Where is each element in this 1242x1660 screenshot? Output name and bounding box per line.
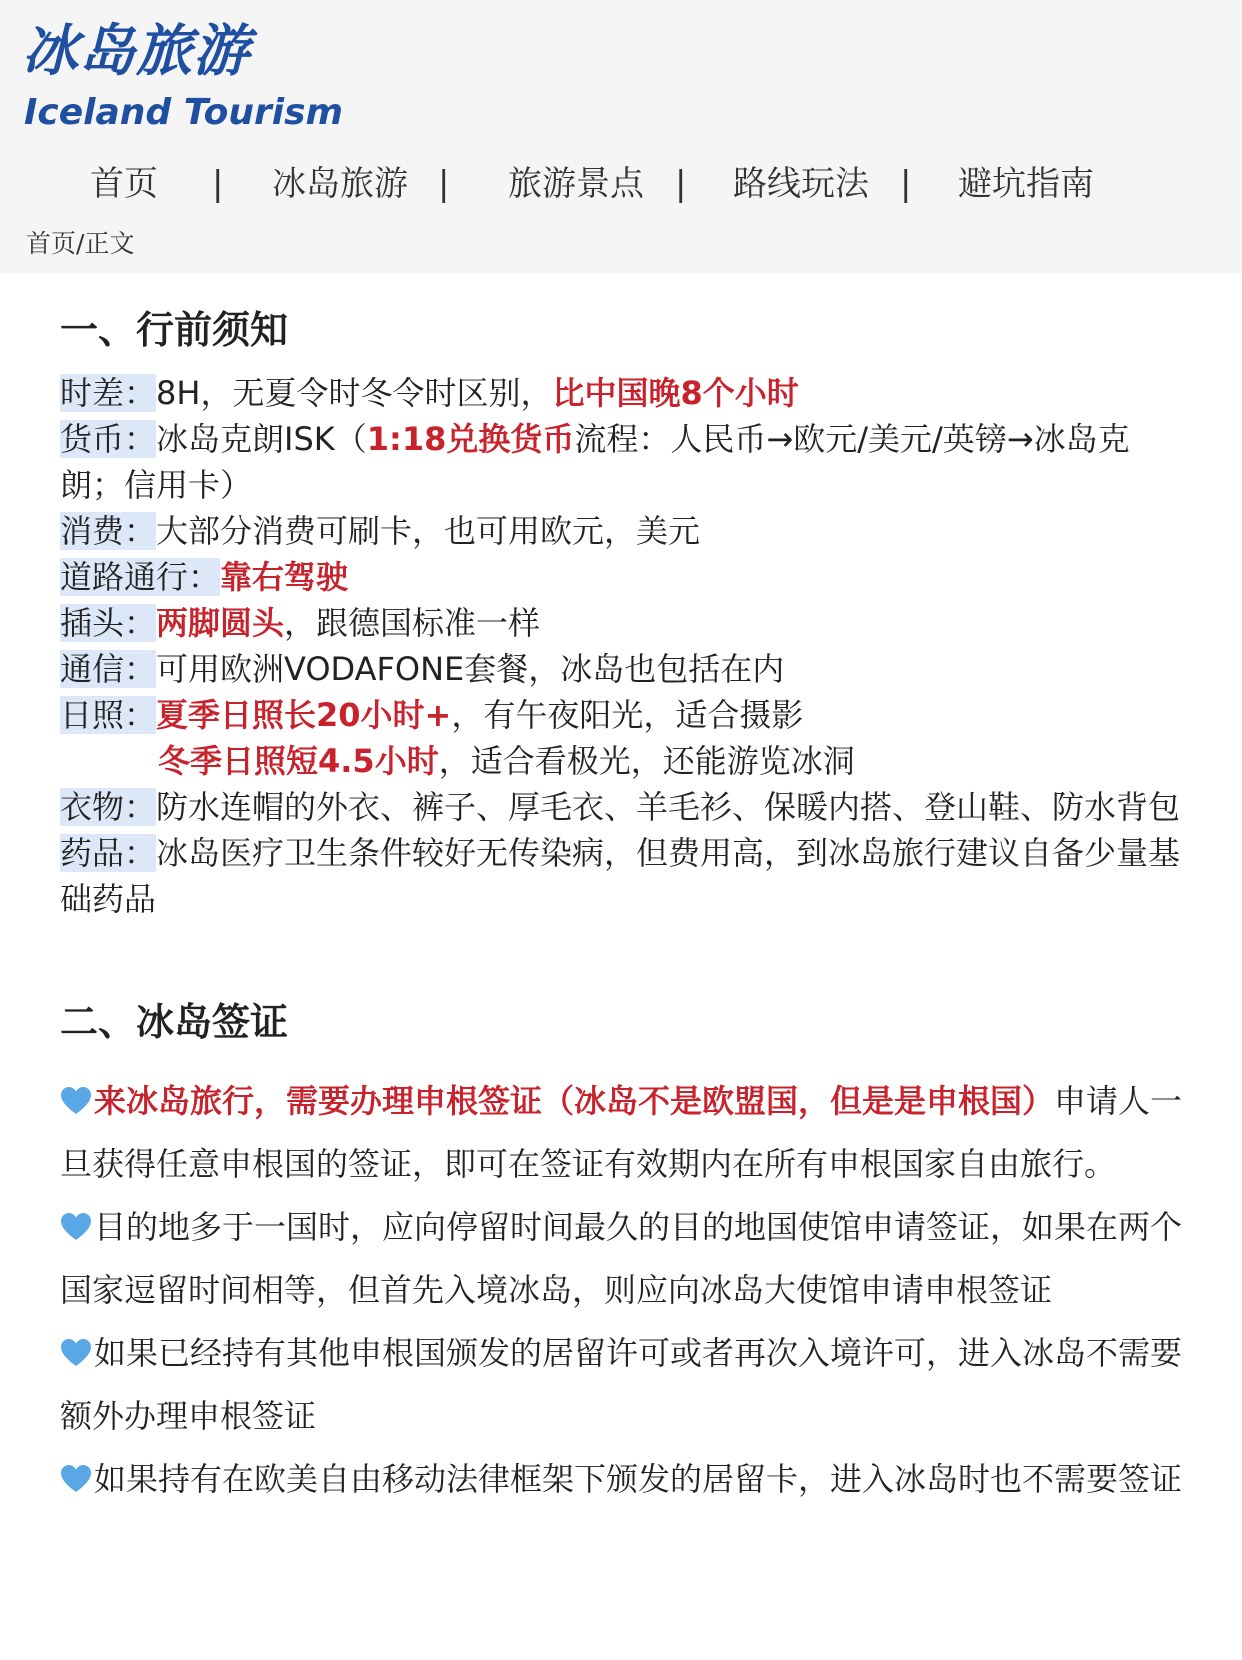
fact-text: 大部分消费可刷卡，也可用欧元，美元 [156,512,701,550]
blue-heart-icon [60,1086,92,1116]
fact-text: 冰岛医疗卫生条件较好无传染病，但费用高，到冰岛旅行建议自备少量基础药品 [60,834,1181,918]
site-header [0,0,1242,273]
nav-item-home[interactable]: 首页 [90,164,158,204]
visa-paragraph [60,1196,1190,1322]
visa-paragraph [60,1322,1190,1448]
visa-paragraph [60,1448,1190,1511]
fact-label: 衣物： [60,788,157,826]
fact-text: 8H，无夏令时冬令时区别， [156,374,553,412]
fact-text-after: ，有午夜阳光，适合摄影 [451,696,804,734]
site-logo-english[interactable]: Iceland Tourism [24,92,344,133]
fact-plug [60,600,1190,646]
fact-text-after: ，跟德国标准一样 [284,604,541,642]
breadcrumb [26,226,134,262]
blue-heart-icon [60,1464,92,1494]
nav-separator: | [675,164,687,204]
pre-trip-facts [60,370,1190,922]
fact-label: 插头： [60,604,157,642]
fact-highlight: 冬季日照短4.5小时 [158,742,439,780]
fact-spending [60,508,1190,554]
visa-text: 申请人一旦获得任意申根国的签证，即可在签证有效期内在所有申根国家自由旅行。 [60,1082,1183,1183]
fact-telecom [60,646,1190,692]
nav-item-iceland-tourism[interactable]: 冰岛旅游 [272,164,408,204]
fact-highlight: 夏季日照长20小时+ [156,696,452,734]
breadcrumb-current: 正文 [84,229,135,258]
fact-road-traffic [60,554,1190,600]
nav-separator: | [900,164,912,204]
fact-highlight: 靠右驾驶 [220,558,349,596]
fact-label: 药品： [60,834,157,872]
fact-label: 通信： [60,650,157,688]
section-title-pre-trip: 一、行前须知 [60,308,289,352]
visa-text: 如果已经持有其他申根国颁发的居留许可或者再次入境许可，进入冰岛不需要额外办理申根签证 [60,1334,1183,1435]
fact-label: 日照： [60,696,157,734]
fact-label: 道路通行： [60,558,221,596]
breadcrumb-separator: / [76,229,85,258]
fact-daylight-summer [60,692,1190,738]
fact-highlight: 1:18兑换货币 [366,420,575,458]
visa-paragraphs [60,1070,1190,1511]
fact-currency [60,416,1190,508]
visa-text: 如果持有在欧美自由移动法律框架下颁发的居留卡，进入冰岛时也不需要签证 [94,1460,1183,1498]
fact-text-after: ，适合看极光，还能游览冰洞 [438,742,855,780]
fact-clothing [60,784,1190,830]
fact-text-after: 流程：人民币→欧元/美元/英镑→冰岛克朗；信用卡） [60,420,1130,504]
blue-heart-icon [60,1338,92,1368]
main-nav [0,160,1242,208]
visa-paragraph [60,1070,1190,1196]
fact-label: 货币： [60,420,157,458]
nav-item-routes[interactable]: 路线玩法 [733,164,869,204]
section-title-visa: 二、冰岛签证 [60,1000,289,1044]
fact-highlight: 比中国晚8个小时 [552,374,799,412]
visa-text: 目的地多于一国时，应向停留时间最久的目的地国使馆申请签证，如果在两个国家逗留时间相等，但首先入境冰岛，则应向冰岛大使馆申请申根签证 [60,1208,1183,1309]
fact-medicine [60,830,1190,922]
fact-text: 防水连帽的外衣、裤子、厚毛衣、羊毛衫、保暖内搭、登山鞋、防水背包 [156,788,1181,826]
site-logo-chinese[interactable]: 冰岛旅游 [22,19,250,84]
fact-label: 消费： [60,512,157,550]
fact-text: 冰岛克朗ISK（ [156,420,367,458]
fact-text: 可用欧洲VODAFONE套餐，冰岛也包括在内 [156,650,785,688]
nav-item-attractions[interactable]: 旅游景点 [508,164,644,204]
fact-daylight-winter [60,738,1190,784]
fact-time-difference [60,370,1190,416]
visa-highlight: 来冰岛旅行，需要办理申根签证（冰岛不是欧盟国，但是是申根国） [94,1082,1055,1120]
nav-item-pitfall-guide[interactable]: 避坑指南 [958,164,1094,204]
blue-heart-icon [60,1212,92,1242]
nav-separator: | [212,164,224,204]
breadcrumb-home[interactable]: 首页 [26,229,77,258]
fact-highlight: 两脚圆头 [156,604,285,642]
fact-label: 时差： [60,374,157,412]
nav-separator: | [438,164,450,204]
